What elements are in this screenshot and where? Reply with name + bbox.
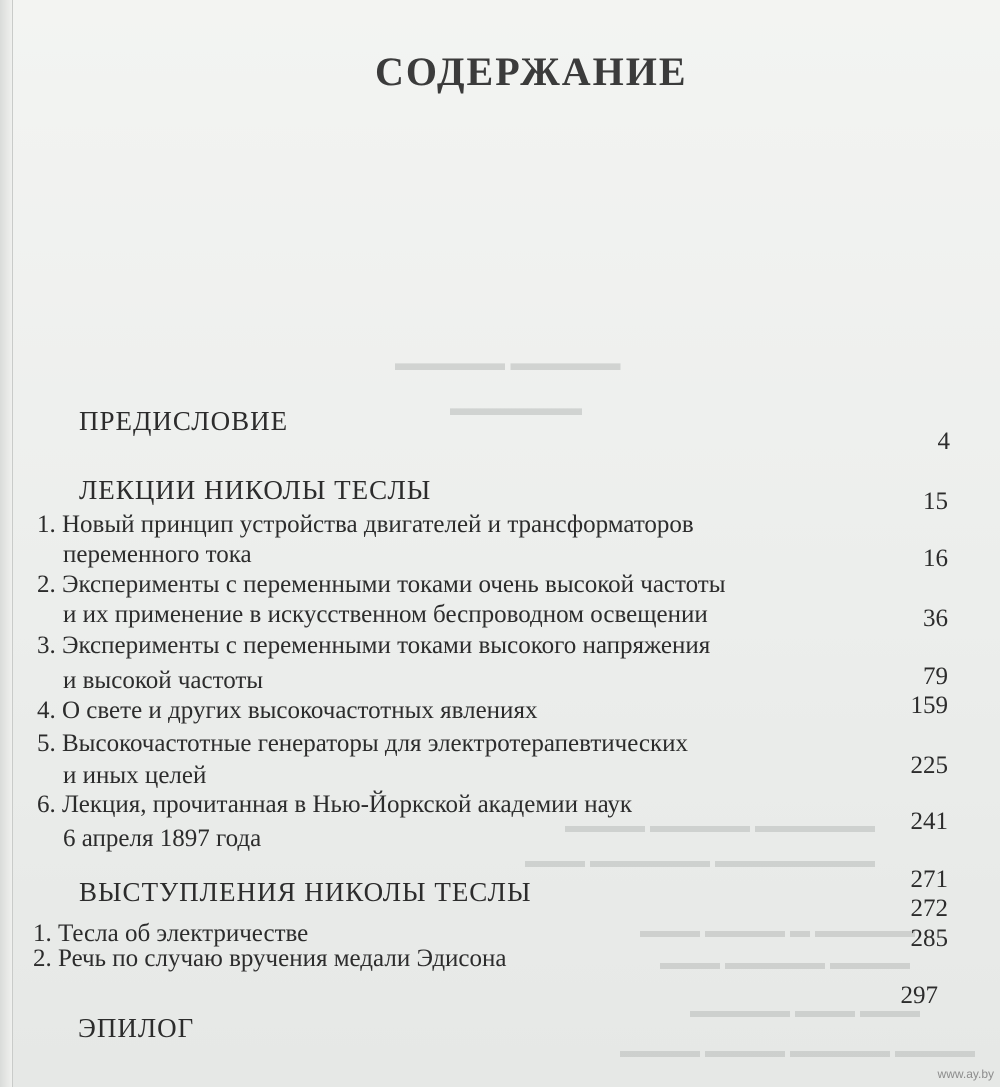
page-number: 241 bbox=[910, 808, 948, 835]
page-number: 271 bbox=[910, 866, 948, 893]
toc-entry: 3. Эксперименты с переменными токами высокого напряжения bbox=[37, 632, 711, 659]
show-through-decoration: ▬▬▬▬▬▬ ▬▬▬▬▬ ▬▬▬▬ bbox=[565, 815, 875, 837]
section-epilogue: ЭПИЛОГ bbox=[78, 1013, 195, 1043]
page-number: 272 bbox=[910, 895, 948, 922]
page-number: 285 bbox=[910, 925, 948, 952]
show-through-decoration: ▬▬▬▬▬ ▬ ▬▬▬▬ ▬▬▬ bbox=[640, 920, 915, 942]
page-number: 16 bbox=[923, 545, 948, 572]
page-number: 79 bbox=[923, 663, 948, 690]
page-number: 297 bbox=[900, 982, 938, 1009]
toc-entry-continuation: и их применение в искусственном беспроводном освещении bbox=[63, 601, 708, 628]
toc-entry-continuation: 6 апреля 1897 года bbox=[63, 825, 262, 852]
page-title: СОДЕРЖАНИЕ bbox=[375, 49, 688, 94]
show-through-decoration: ▬▬▬▬▬▬ bbox=[450, 395, 582, 420]
show-through-decoration: ▬▬▬▬▬ ▬▬▬▬▬ bbox=[395, 350, 621, 375]
toc-entry-continuation: переменного тока bbox=[63, 541, 252, 568]
page-number: 225 bbox=[910, 752, 948, 779]
show-through-decoration: ▬▬▬ ▬▬▬ ▬▬▬▬▬ bbox=[690, 1000, 920, 1022]
page-number: 159 bbox=[910, 692, 948, 719]
show-through-decoration: ▬▬▬▬▬▬▬▬ ▬▬▬▬▬▬ ▬▬▬ bbox=[525, 850, 875, 872]
page-number: 4 bbox=[937, 428, 950, 455]
section-preface: ПРЕДИСЛОВИЕ bbox=[79, 406, 289, 436]
toc-entry: 5. Высокочастотные генераторы для электротерапевтических bbox=[37, 730, 689, 757]
toc-entry-continuation: и иных целей bbox=[63, 762, 207, 789]
page-edge bbox=[0, 0, 13, 1087]
section-speeches: ВЫСТУПЛЕНИЯ НИКОЛЫ ТЕСЛЫ bbox=[79, 877, 532, 907]
page-number: 15 bbox=[923, 488, 948, 515]
show-through-decoration: ▬▬▬▬ ▬▬▬▬▬ ▬▬▬ bbox=[660, 952, 910, 974]
toc-entry: 2. Речь по случаю вручения медали Эдисона bbox=[33, 945, 507, 972]
page-number: 36 bbox=[923, 605, 948, 632]
toc-entry: 2. Эксперименты с переменными токами очень высокой частоты bbox=[37, 571, 726, 598]
toc-entry: 1. Тесла об электричестве bbox=[33, 920, 309, 947]
section-lectures: ЛЕКЦИИ НИКОЛЫ ТЕСЛЫ bbox=[79, 475, 432, 505]
show-through-decoration: ▬▬▬▬ ▬▬▬▬▬ ▬▬▬▬ ▬▬▬▬ bbox=[620, 1040, 975, 1062]
toc-entry-continuation: и высокой частоты bbox=[63, 667, 264, 694]
toc-entry: 6. Лекция, прочитанная в Нью-Йоркской академии наук bbox=[37, 791, 633, 818]
watermark: www.ay.by bbox=[937, 1067, 994, 1081]
toc-entry: 1. Новый принцип устройства двигателей и трансформаторов bbox=[37, 511, 694, 538]
toc-entry: 4. О свете и других высокочастотных явлениях bbox=[37, 697, 538, 724]
